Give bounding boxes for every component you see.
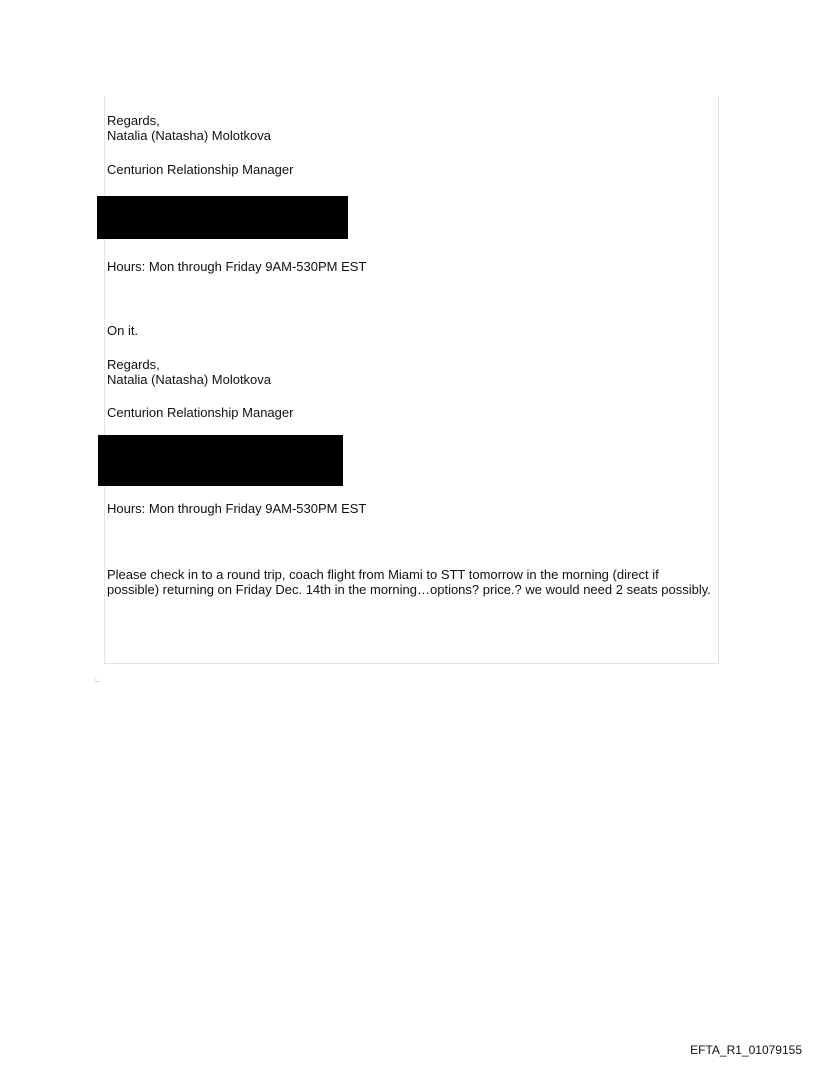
message-body: On it. [107,323,139,338]
office-hours: Hours: Mon through Friday 9AM-530PM EST [107,259,367,274]
sender-title: Centurion Relationship Manager [107,405,294,420]
sender-name: Natalia (Natasha) Molotkova [107,372,272,387]
sender-name: Natalia (Natasha) Molotkova [107,128,272,143]
document-id: EFTA_R1_01079155 [690,1043,802,1057]
regards-line: Regards, [107,113,160,128]
redaction-block [97,196,348,239]
redaction-block [98,435,343,486]
regards-line: Regards, [107,357,160,372]
office-hours: Hours: Mon through Friday 9AM-530PM EST [107,501,367,516]
sender-title: Centurion Relationship Manager [107,162,294,177]
message-body: Please check in to a round trip, coach flight from Miami to STT tomorrow in the morning (direct if possible) returning on Friday Dec. 14th in the morning…options? price.? we would need 2 seats possibly. [107,567,711,597]
scan-mark: :.. [95,678,101,684]
